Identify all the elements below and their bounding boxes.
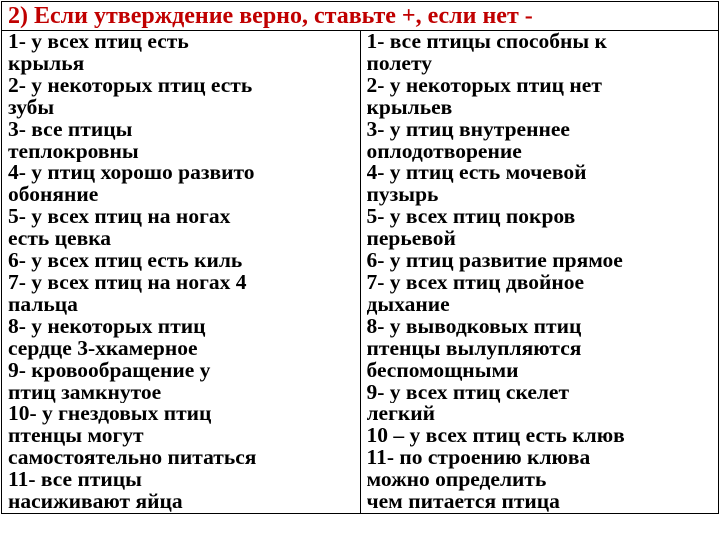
statement-line: 4- у птиц есть мочевой — [366, 162, 587, 185]
statement-line: 1- у всех птиц есть — [8, 31, 189, 53]
statement-line: 2- у некоторых птиц нет — [366, 74, 602, 97]
right-statements-column — [360, 31, 719, 514]
statement-line: пузырь — [366, 184, 439, 207]
statement-line: самостоятельно питаться — [8, 447, 257, 470]
statements-row — [2, 31, 719, 514]
statement-line: обоняние — [8, 184, 99, 207]
statement-line: чем питается птица — [366, 491, 560, 513]
statement-line: 9- кровообращение у — [8, 359, 211, 382]
statement-line: есть цевка — [8, 228, 112, 251]
statement-line: 3- все птицы — [8, 118, 133, 141]
statement-line: 10- у гнездовых птиц — [8, 403, 212, 426]
statement-line: крылья — [8, 52, 85, 75]
statement-line: пальца — [8, 293, 78, 316]
statement-line: перьевой — [366, 228, 456, 251]
statement-line: легкий — [366, 403, 436, 426]
statement-line: 6- у птиц развитие прямое — [366, 250, 623, 272]
statement-line: 11- по строению клюва — [366, 447, 591, 470]
statement-line: 5- у всех птиц на ногах — [8, 206, 231, 229]
statement-line: 7- у всех птиц на ногах 4 — [8, 271, 247, 294]
statement-line: 11- все птицы — [8, 469, 142, 492]
statement-line: 9- у всех птиц скелет — [366, 381, 570, 404]
statement-line: 8- у некоторых птиц — [8, 315, 206, 338]
statement-line: птенцы вылупляются — [366, 337, 582, 360]
statement-line: птиц замкнутое — [8, 381, 162, 404]
statement-line: 5- у всех птиц покров — [366, 206, 576, 229]
statement-line: 8- у выводковых птиц — [366, 315, 582, 338]
statement-line: сердце 3-хкамерное — [8, 337, 198, 360]
quiz-table — [1, 1, 719, 514]
statement-line: 3- у птиц внутреннее — [366, 118, 570, 141]
statement-line: 1- все птицы способны к — [366, 31, 607, 53]
statement-line: крыльев — [366, 96, 453, 119]
statement-line: насиживают яйца — [8, 491, 183, 513]
quiz-instruction: 2) Если утверждение верно, ставьте +, если нет - — [2, 2, 719, 31]
statement-line: оплодотворение — [366, 140, 522, 163]
statement-line: полету — [366, 52, 432, 75]
statement-line: 2- у некоторых птиц есть — [8, 74, 253, 97]
statement-line: теплокровны — [8, 140, 139, 163]
left-statements-column — [2, 31, 361, 514]
statement-line: 6- у всех птиц есть киль — [8, 250, 243, 272]
statement-line: можно определить — [366, 469, 547, 492]
statement-line: зубы — [8, 96, 55, 119]
statement-line: 4- у птиц хорошо развито — [8, 162, 255, 185]
statement-line: дыхание — [366, 293, 450, 316]
statement-line: беспомощными — [366, 359, 519, 382]
statement-line: птенцы могут — [8, 425, 144, 448]
header-row — [2, 2, 719, 31]
statement-line: 10 – у всех птиц есть клюв — [366, 425, 625, 448]
statement-line: 7- у всех птиц двойное — [366, 271, 585, 294]
